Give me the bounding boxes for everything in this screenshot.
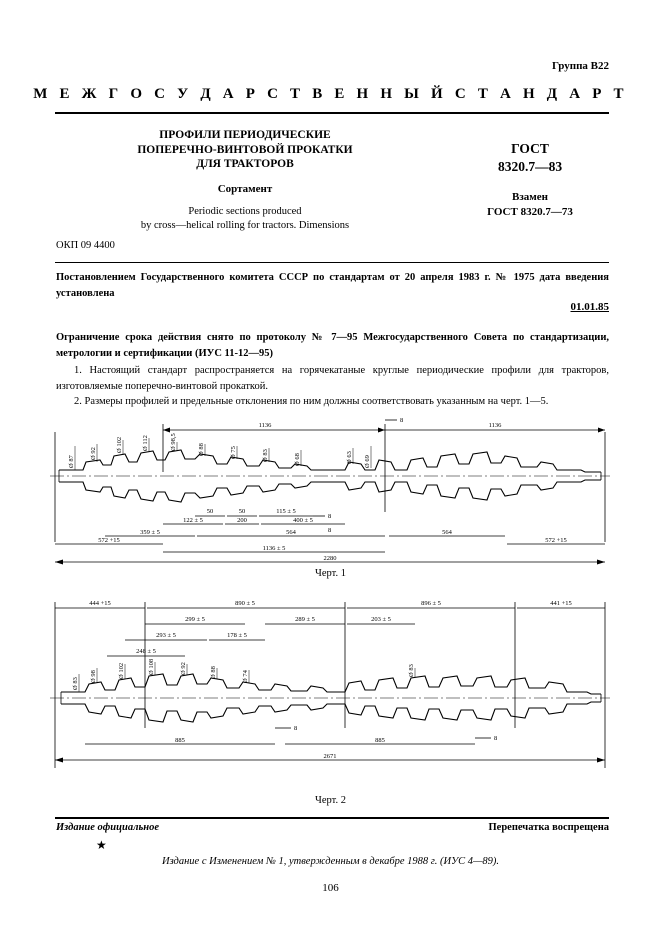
bottom-divider — [55, 817, 609, 819]
fig2-top-dim-3: 896 ± 5 — [421, 600, 441, 607]
gost-replaces-label: Взамен — [512, 191, 548, 203]
fig2-dia-8: Ø 83 — [408, 664, 415, 677]
fig1-low-dim-1: 359 ± 5 — [140, 529, 160, 536]
fig2-sub2-dim-1: 293 ± 5 — [156, 632, 176, 639]
gost-label: ГОСТ — [511, 141, 549, 156]
fig1-dia-4: Ø 112 — [142, 435, 149, 451]
fig1-mid-dim-2: 200 — [237, 517, 247, 524]
gost-number: 8320.7—83 — [497, 159, 563, 174]
fig1-top-dim-2: 1136 — [488, 422, 502, 429]
fig1-outer-dim-1: 572 +15 — [98, 537, 120, 544]
fig2-sub2-dim-2: 178 ± 5 — [227, 632, 247, 639]
title-line-3: ДЛЯ ТРАКТОРОВ — [196, 158, 294, 170]
fig1-top-dim-1: 1136 — [258, 422, 272, 429]
fig2-sub-dim-2: 289 ± 5 — [295, 616, 315, 623]
standard-heading: М Е Ж Г О С У Д А Р С Т В Е Н Н Ы Й С Т А Н Д А Р Т — [33, 86, 628, 102]
fig2-tol-2: 8 — [494, 735, 498, 742]
figure-2 — [45, 588, 615, 788]
fig1-tol-1: 8 — [400, 417, 404, 424]
fig2-dia-4: Ø 108 — [148, 658, 155, 675]
group-label: Группа В22 — [551, 60, 609, 72]
title-en-line-1: Periodic sections produced — [188, 205, 302, 217]
fig1-inner-dim-2: 50 — [238, 508, 246, 515]
fig2-low-dim-1: 885 — [175, 737, 185, 744]
fig1-dia-6: Ø 88 — [198, 443, 205, 456]
footer-reprint-prohibited: Перепечатка воспрещена — [488, 822, 609, 833]
intro-date: 01.01.85 — [570, 301, 609, 313]
decree-paragraph: Постановлением Государственного комитета СССР по стандартам от 20 апреля 1983 г. № 1975 дата введения установлена — [56, 272, 609, 299]
figure-1-caption: Черт. 1 — [315, 568, 346, 579]
fig2-dia-1: Ø 83 — [72, 677, 79, 690]
fig1-dia-2: Ø 92 — [90, 447, 97, 460]
fig1-inner-dim-3: 115 ± 5 — [276, 508, 296, 515]
title-en-line-2: by cross—helical rolling for tractors. Dimensions — [140, 219, 350, 231]
clause-1: 1. Настоящий стандарт распространяется на горячекатаные круглые периодические профили для тракторов, изготовляемые поперечно-винтовой прокаткой. — [56, 365, 609, 392]
fig2-sub-dim-1: 299 ± 5 — [185, 616, 205, 623]
figure-2-caption: Черт. 2 — [315, 795, 346, 806]
fig1-tol-3: 8 — [328, 527, 332, 534]
fig1-dia-8: Ø 83 — [262, 449, 269, 462]
limitation-paragraph: Ограничение срока действия снято по протоколу № 7—95 Межгосударственного Совета по стандартизации, метрологии и сертификации (ИУС 11-12—95) — [56, 332, 609, 359]
fig1-mid-dim-1: 122 ± 5 — [183, 517, 203, 524]
title-block — [80, 128, 410, 233]
fig1-dia-10: Ø 63 — [346, 451, 353, 464]
fig1-outer-dim-2: 572 +15 — [545, 537, 567, 544]
star-icon: ★ — [96, 838, 107, 852]
fig2-tol-1: 8 — [294, 725, 298, 732]
fig1-dia-7: Ø 75 — [230, 446, 237, 459]
fig2-top-dim-2: 890 ± 5 — [235, 600, 255, 607]
fig1-dia-5: Ø 98,5 — [170, 433, 177, 451]
fig2-dia-6: Ø 88 — [210, 666, 217, 679]
section-divider — [55, 262, 609, 263]
figure-1 — [45, 412, 615, 562]
fig2-dia-3: Ø 102 — [118, 662, 125, 679]
footer-edition-official: Издание официальное — [56, 822, 160, 833]
title-line-2: ПОПЕРЕЧНО-ВИНТОВОЙ ПРОКАТКИ — [137, 143, 353, 156]
fig2-total-dim: 2671 — [323, 753, 337, 760]
fig2-top-dim-1: 444 +15 — [89, 600, 111, 607]
title-subtitle: Сортамент — [217, 182, 273, 195]
fig1-mid-dim-3: 400 ± 5 — [293, 517, 313, 524]
page-number: 106 — [322, 882, 339, 894]
fig1-inner-dim-1: 50 — [206, 508, 214, 515]
fig1-span-dim: 1136 ± 5 — [262, 545, 286, 552]
fig1-total-dim: 2280 — [323, 555, 337, 562]
fig2-top-dim-4: 441 +15 — [550, 600, 572, 607]
gost-block — [430, 140, 630, 220]
fig1-dia-3: Ø 102 — [116, 436, 123, 453]
fig1-dia-11: Ø 69 — [364, 455, 371, 468]
fig1-dia-9: Ø 68 — [294, 453, 301, 466]
fig2-sub-dim-3: 203 ± 5 — [371, 616, 391, 623]
footer-edition-note: Издание с Изменением № 1, утвержденным в декабре 1988 г. (ИУС 4—89). — [162, 856, 499, 867]
fig2-sub3-dim-1: 248 ± 5 — [136, 648, 156, 655]
fig1-low-dim-2: 564 — [286, 529, 296, 536]
fig2-dia-2: Ø 98 — [90, 670, 97, 683]
fig1-dia-1: Ø 87 — [68, 455, 75, 468]
clause-2: 2. Размеры профилей и предельные отклонения по ним должны соответствовать указанным на черт. 1—5. — [74, 396, 549, 407]
title-line-1: ПРОФИЛИ ПЕРИОДИЧЕСКИЕ — [159, 129, 331, 141]
fig2-dia-5: Ø 92 — [180, 662, 187, 675]
fig2-low-dim-2: 885 — [375, 737, 385, 744]
okp-code: ОКП 09 4400 — [56, 240, 115, 251]
fig1-tol-2: 8 — [328, 513, 332, 520]
top-divider — [55, 112, 609, 114]
fig2-dia-7: Ø 74 — [242, 670, 249, 683]
gost-replaces-number: ГОСТ 8320.7—73 — [487, 206, 573, 218]
fig1-low-dim-3: 564 — [442, 529, 452, 536]
